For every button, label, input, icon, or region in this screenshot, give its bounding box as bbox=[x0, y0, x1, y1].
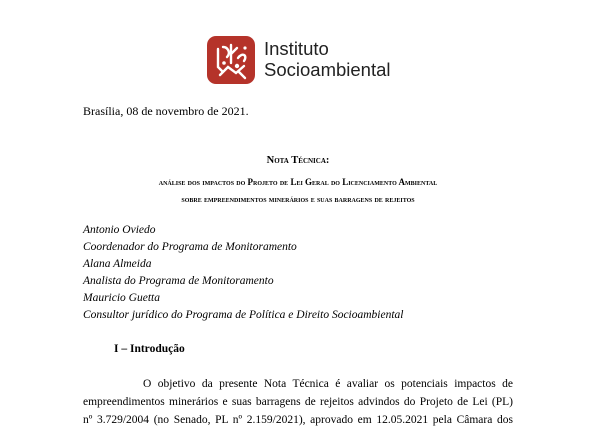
author-name: Mauricio Guetta bbox=[83, 292, 160, 304]
author-name: Alana Almeida bbox=[83, 258, 152, 270]
note-subtitle-line-2: sobre empreendimentos minerários e suas barragens de rejeitos bbox=[181, 194, 415, 204]
section-heading: I – Introdução bbox=[114, 343, 185, 355]
author-role: Consultor jurídico do Programa de Política e Direito Socioambiental bbox=[83, 309, 404, 321]
author-role: Analista do Programa de Monitoramento bbox=[83, 275, 274, 287]
authors-block bbox=[83, 222, 403, 324]
logo-wordmark bbox=[264, 38, 391, 80]
author-name: Antonio Oviedo bbox=[83, 224, 156, 236]
logo-line-1: Instituto bbox=[264, 38, 329, 59]
author-role: Coordenador do Programa de Monitoramento bbox=[83, 241, 297, 253]
logo-emblem-icon bbox=[207, 36, 255, 84]
paragraph-line: nº 3.729/2004 (no Senado, PL nº 2.159/2021), aprovado em 12.05.2021 pela Câmara dos bbox=[83, 414, 513, 426]
note-subtitle-line-1: análise dos impactos do Projeto de Lei Geral do Licenciamento Ambiental bbox=[158, 177, 438, 187]
logo-line-2: Socioambiental bbox=[264, 59, 391, 80]
note-title: Nota Técnica: bbox=[266, 155, 330, 166]
intro-paragraph bbox=[83, 375, 513, 429]
paragraph-line: empreendimentos minerários e suas barragens de rejeitos advindos do Projeto de Lei (PL) bbox=[83, 396, 513, 408]
date-line: Brasília, 08 de novembro de 2021. bbox=[83, 104, 249, 118]
paragraph-line: O objetivo da presente Nota Técnica é avaliar os potenciais impactos de bbox=[143, 378, 513, 390]
